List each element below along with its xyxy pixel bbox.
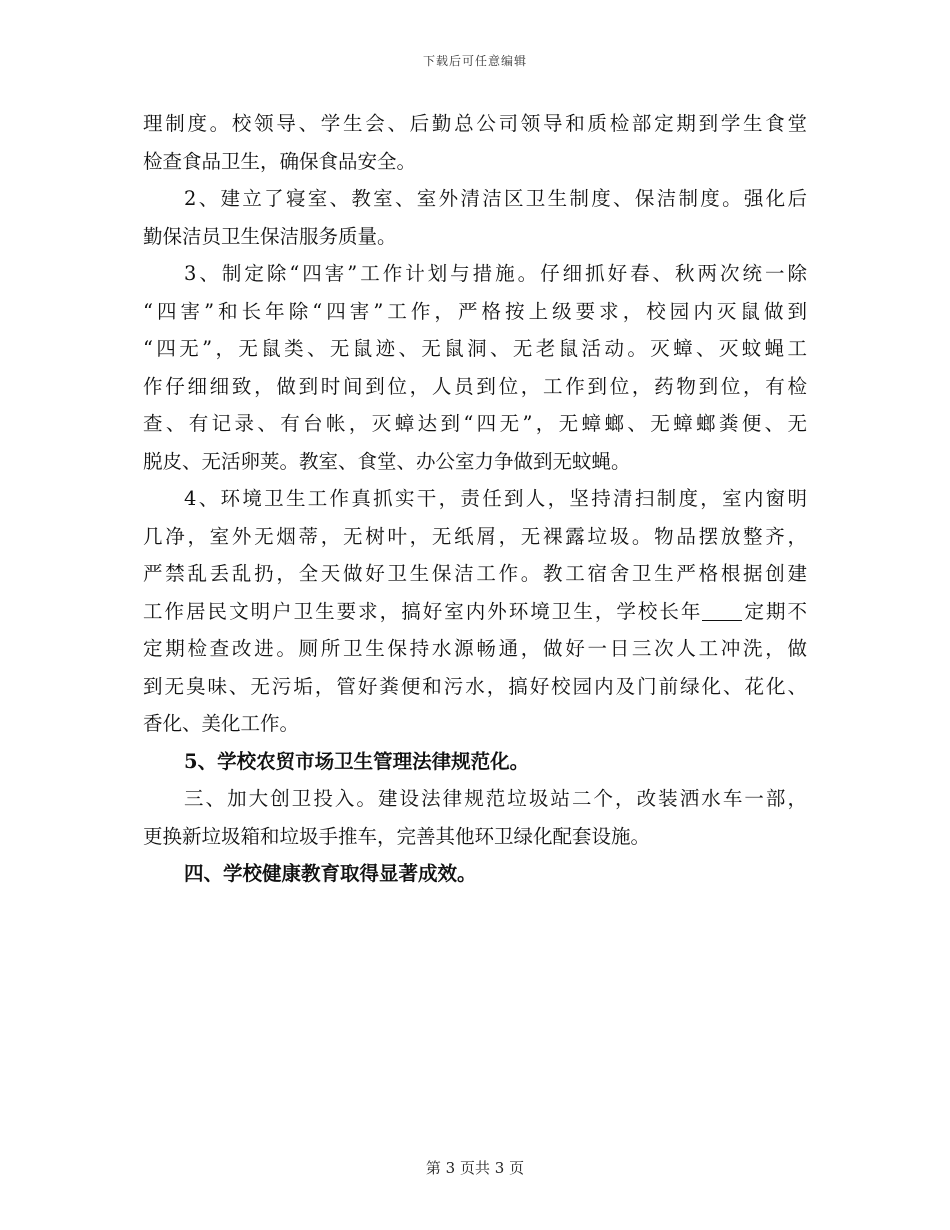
text-line: 检查食品卫生，确保食品安全。 bbox=[143, 149, 417, 173]
text-segment: 工作居民文明户卫生要求，搞好室内外环境卫生，学校长年 bbox=[143, 599, 703, 623]
text-segment: 定期不 bbox=[742, 599, 807, 623]
paragraph-item-3 bbox=[143, 255, 807, 480]
text-line: 作仔细细致，做到时间到位，人员到位，工作到位，药物到位，有检 bbox=[143, 374, 807, 398]
text-line: 香化、美化工作。 bbox=[143, 712, 300, 735]
text-line: “四害”和长年除“四害”工作，严格按上级要求，校园内灭鼠做到 bbox=[143, 299, 807, 323]
text-line bbox=[143, 593, 807, 631]
paragraph-item-5-heading bbox=[143, 743, 807, 781]
text-line: 理制度。校领导、学生会、后勤总公司领导和质检部定期到学生食堂 bbox=[143, 112, 807, 135]
text-line: 4、环境卫生工作真抓实干，责任到人，坚持清扫制度，室内窗明 bbox=[184, 487, 807, 510]
blank-underline bbox=[702, 600, 742, 621]
text-line: 定期检查改进。厕所卫生保持水源畅通，做好一日三次人工冲洗，做 bbox=[143, 637, 807, 660]
paragraph-section-3 bbox=[143, 780, 807, 855]
section-heading: 5、学校农贸市场卫生管理法律规范化。 bbox=[184, 749, 530, 773]
text-line: 查、有记录、有台帐，灭蟑达到“四无”，无蟑螂、无蟑螂粪便、无 bbox=[143, 412, 807, 435]
paragraph-section-4-heading bbox=[143, 855, 807, 893]
paragraph-item-2 bbox=[143, 180, 807, 255]
text-line: 三、加大创卫投入。建设法律规范垃圾站二个，改装洒水车一部， bbox=[184, 787, 807, 810]
section-heading: 四、学校健康教育取得显著成效。 bbox=[184, 862, 477, 885]
page-header: 下载后可任意编辑 bbox=[422, 54, 527, 68]
text-line: 勤保洁员卫生保洁服务质量。 bbox=[143, 224, 397, 248]
page-footer: 第 3 页共 3 页 bbox=[425, 1159, 525, 1177]
text-line: 几净，室外无烟蒂，无树叶，无纸屑，无裸露垃圾。物品摆放整齐， bbox=[143, 524, 807, 548]
text-line: 2、建立了寝室、教室、室外清洁区卫生制度、保洁制度。强化后 bbox=[184, 187, 807, 210]
text-line: 严禁乱丢乱扔，全天做好卫生保洁工作。教工宿舍卫生严格根据创建 bbox=[143, 562, 807, 585]
paragraph-item-4 bbox=[143, 480, 807, 743]
text-line: 更换新垃圾箱和垃圾手推车，完善其他环卫绿化配套设施。 bbox=[143, 824, 651, 848]
document-body bbox=[143, 105, 807, 893]
text-line: 脱皮、无活卵荚。教室、食堂、办公室力争做到无蚊蝇。 bbox=[143, 449, 631, 473]
text-line: 3、制定除“四害”工作计划与措施。仔细抓好春、秋两次统一除 bbox=[184, 262, 807, 285]
paragraph-canteen-inspection bbox=[143, 105, 807, 180]
text-line: 到无臭味、无污垢，管好粪便和污水，搞好校园内及门前绿化、花化、 bbox=[143, 674, 807, 698]
text-line: “四无”，无鼠类、无鼠迹、无鼠洞、无老鼠活动。灭蟑、灭蚊蝇工 bbox=[143, 337, 807, 360]
